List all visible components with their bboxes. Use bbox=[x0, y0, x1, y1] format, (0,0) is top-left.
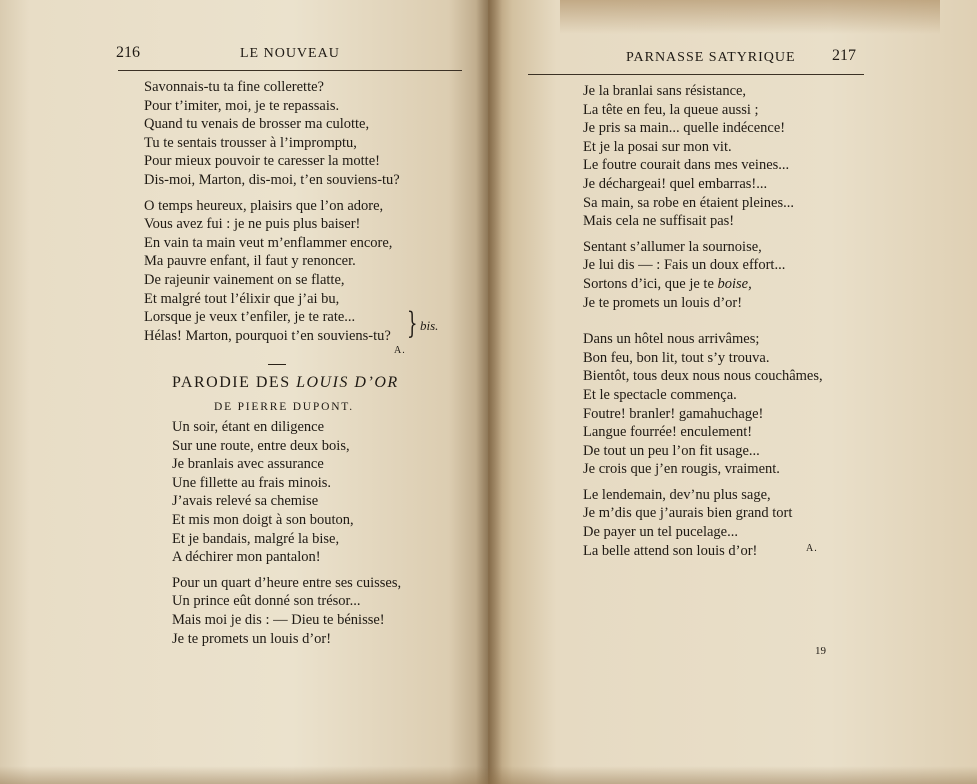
title-text: PARODIE DES bbox=[172, 374, 297, 391]
paper-stain bbox=[560, 0, 940, 34]
verse-line: De rajeunir vainement on se flatte, bbox=[144, 271, 345, 288]
verse-line: Un soir, étant en diligence bbox=[172, 419, 325, 435]
page-number: 217 bbox=[832, 47, 856, 64]
verse-line: Je pris sa main... quelle indécence! bbox=[583, 120, 786, 137]
stanza bbox=[583, 82, 823, 231]
right-page bbox=[488, 0, 977, 784]
verse-italic-text: boise, bbox=[717, 275, 752, 292]
verse-line: Bon feu, bon lit, tout s’y trouva. bbox=[583, 349, 770, 366]
verse-line: Vous avez fui : je ne puis plus baiser! bbox=[144, 216, 361, 233]
verse-line: Je déchargeai! quel embarras!... bbox=[583, 175, 768, 192]
stanza bbox=[144, 78, 400, 190]
parody-poem-continued bbox=[583, 82, 823, 560]
verse-line: Je la branlai sans résistance, bbox=[583, 83, 747, 99]
verse-line: Bientôt, tous deux nous nous couchâmes, bbox=[583, 368, 823, 385]
running-head: LE NOUVEAU bbox=[240, 46, 340, 61]
stanza bbox=[583, 486, 823, 560]
verse-line: Foutre! branler! gamahuchage! bbox=[583, 405, 764, 422]
verse-line: Je lui dis — : Fais un doux effort... bbox=[583, 257, 786, 274]
title-italic-text: LOUIS D’OR bbox=[296, 374, 399, 391]
refrain-brace: } bbox=[407, 306, 418, 341]
stanza bbox=[172, 418, 401, 567]
verse-line: De tout un peu l’on fit usage... bbox=[583, 442, 760, 459]
header-rule bbox=[528, 74, 864, 75]
stanza bbox=[172, 574, 401, 648]
verse-line: Et je la posai sur mon vit. bbox=[583, 138, 732, 155]
verse-line: Le foutre courait dans mes veines... bbox=[583, 157, 790, 174]
stanza bbox=[583, 238, 823, 312]
verse-line: Je crois que j’en rougis, vraiment. bbox=[583, 461, 780, 478]
page-number: 216 bbox=[116, 44, 140, 61]
stanza bbox=[144, 197, 400, 346]
verse-line: Et malgré tout l’élixir que j’ai bu, bbox=[144, 290, 340, 307]
running-head: PARNASSE SATYRIQUE bbox=[626, 50, 796, 65]
parody-poem bbox=[172, 418, 401, 648]
verse-line: Je m’dis que j’aurais bien grand tort bbox=[583, 505, 793, 522]
verse-line: En vain ta main veut m’enflammer encore, bbox=[144, 234, 393, 251]
verse-line: O temps heureux, plaisirs que l’on adore, bbox=[144, 197, 384, 214]
verse-line: Et le spectacle commença. bbox=[583, 386, 737, 403]
verse-line: La tête en feu, la queue aussi ; bbox=[583, 101, 759, 118]
verse-line: Un prince eût donné son trésor... bbox=[172, 593, 361, 610]
left-page bbox=[0, 0, 488, 784]
verse-line: A déchirer mon pantalon! bbox=[172, 549, 321, 566]
verse-line: Pour un quart d’heure entre ses cuisses, bbox=[172, 574, 402, 591]
verse-line: Une fillette au frais minois. bbox=[172, 474, 332, 491]
verse-line: Tu te sentais trousser à l’impromptu, bbox=[144, 134, 357, 151]
verse-line: Ma pauvre enfant, il faut y renoncer. bbox=[144, 253, 356, 270]
verse-line: Je te promets un louis d’or! bbox=[172, 630, 332, 647]
section-divider bbox=[268, 364, 286, 365]
section-subtitle: DE PIERRE DUPONT. bbox=[214, 401, 354, 413]
verse-line: La belle attend son louis d’or! bbox=[583, 542, 758, 559]
verse-line: Sentant s’allumer la sournoise, bbox=[583, 238, 762, 255]
verse-line: Sa main, sa robe en étaient pleines... bbox=[583, 194, 794, 211]
verse-line: J’avais relevé sa chemise bbox=[172, 493, 319, 510]
verse-line: Je te promets un louis d’or! bbox=[583, 294, 743, 311]
section-title bbox=[172, 374, 399, 392]
verse-line: Et mis mon doigt à son bouton, bbox=[172, 511, 354, 528]
verse-line: Pour t’imiter, moi, je te repassais. bbox=[144, 97, 340, 114]
verse-line: Je branlais avec assurance bbox=[172, 456, 324, 473]
verse-line: Pour mieux pouvoir te caresser la motte! bbox=[144, 153, 380, 170]
verse-line: Langue fourrée! enculement! bbox=[583, 424, 753, 441]
author-signature: A. bbox=[806, 543, 818, 554]
verse-line: Savonnais-tu ta fine collerette? bbox=[144, 79, 324, 95]
verse-line: Mais moi je dis : — Dieu te bénisse! bbox=[172, 611, 385, 628]
signature-mark: 19 bbox=[815, 645, 826, 657]
page-edge bbox=[0, 766, 977, 784]
author-signature: A. bbox=[394, 345, 406, 356]
verse-line: Le lendemain, dev’nu plus sage, bbox=[583, 486, 771, 503]
verse-line: Dans un hôtel nous arrivâmes; bbox=[583, 331, 760, 348]
verse-line: Lorsque je veux t’enfiler, je te rate... bbox=[144, 309, 356, 326]
verse-line: De payer un tel pucelage... bbox=[583, 524, 738, 541]
stanza bbox=[583, 330, 823, 479]
verse-line bbox=[583, 275, 823, 294]
poem-continuation bbox=[144, 78, 400, 345]
verse-text: Sortons d’ici, que je te bbox=[583, 275, 718, 292]
refrain-marker: bis. bbox=[420, 318, 439, 333]
verse-line: Sur une route, entre deux bois, bbox=[172, 437, 350, 454]
verse-line: Hélas! Marton, pourquoi t’en souviens-tu? bbox=[144, 327, 391, 344]
verse-line: Mais cela ne suffisait pas! bbox=[583, 213, 735, 230]
verse-line: Et je bandais, malgré la bise, bbox=[172, 530, 340, 547]
verse-line: Dis-moi, Marton, dis-moi, t’en souviens-tu? bbox=[144, 171, 400, 188]
verse-line: Quand tu venais de brosser ma culotte, bbox=[144, 116, 370, 133]
book-gutter bbox=[476, 0, 502, 784]
header-rule bbox=[118, 70, 462, 71]
